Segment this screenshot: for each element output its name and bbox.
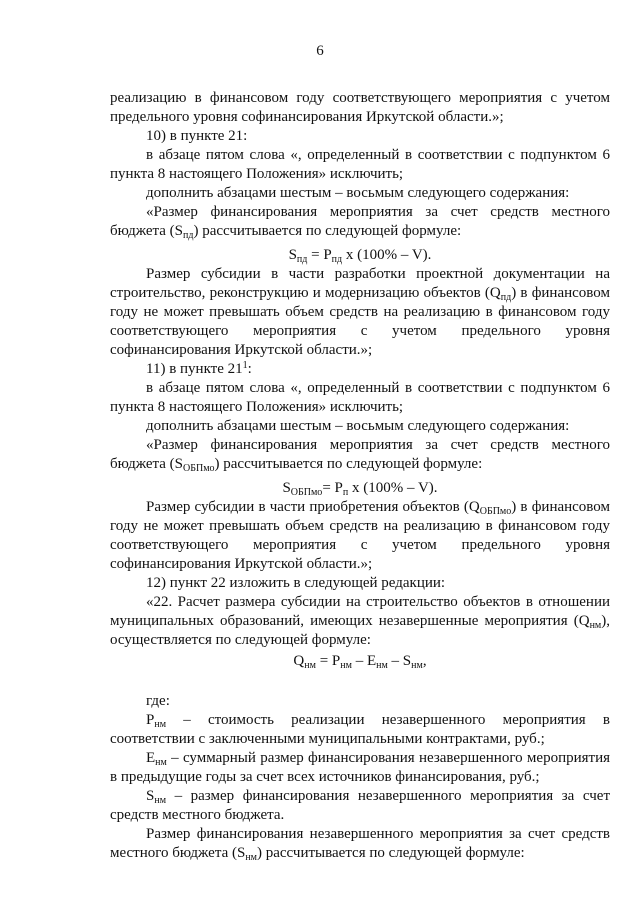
paragraph (110, 127, 610, 146)
text-line: средств местного бюджета. (110, 807, 285, 823)
paragraph (110, 379, 610, 417)
text-line: бюджета $(S_{ОБПмо})$ рассчитывается по следующей формуле: (110, 456, 483, 474)
text-line: дополнить абзацами шестым – восьмым следующего содержания: (146, 418, 570, 434)
paragraph (110, 652, 610, 671)
text-line: осуществляется по следующей формуле: (110, 632, 371, 648)
text-line: муниципальных образований, имеющих незавершенные мероприятия $(Q_{нм})$, (110, 613, 610, 631)
text-line: предельного уровня софинансирования Иркутской области.»; (110, 109, 504, 125)
subscript: п (342, 487, 349, 498)
subscript: нм (589, 620, 602, 631)
paragraph (110, 825, 610, 863)
text-line: 11) в пункте $21^1$: (146, 360, 252, 377)
text-line: 12) пункт 22 изложить в следующей редакции: (146, 575, 446, 591)
subscript: нм (340, 660, 352, 671)
text-line: в абзаце пятом слова «, определенный в соответствии с подпунктом 6 (146, 147, 610, 163)
paragraph (110, 265, 610, 360)
text-line: софинансирования Иркутской области.»; (110, 556, 373, 572)
paragraph (110, 184, 610, 203)
formula: $S_{ОБПмо}= P_п$ x (100% – V). (282, 480, 438, 498)
subscript: нм (376, 660, 388, 671)
text-line: «Размер финансирования мероприятия за счет средств местного (146, 204, 610, 220)
text-line: Размер субсидии в части приобретения объектов $(Q_{ОБПмо})$ в финансовом (146, 499, 610, 517)
paragraph (110, 146, 610, 184)
paragraph (110, 203, 610, 241)
subscript: пд (296, 254, 308, 265)
text-line: $E_{нм}$ – суммарный размер финансирования незавершенного мероприятия (146, 750, 610, 768)
paragraph (110, 593, 610, 650)
paragraph (110, 479, 610, 498)
text-line: $S_{нм}$ – размер финансирования незавершенного мероприятия за счет (146, 788, 610, 806)
paragraph (110, 246, 610, 265)
text-line: соответствии с заключенными муниципальными контрактами, руб.; (110, 731, 545, 747)
subscript: нм (304, 660, 316, 671)
paragraph (110, 574, 610, 593)
paragraph (110, 89, 610, 127)
text-line: соответствующего мероприятия с учетом предельного уровня (110, 323, 610, 339)
text-line: реализацию в финансовом году соответствующего мероприятия с учетом (110, 90, 610, 106)
text-line: Размер субсидии в части разработки проектной документации на (146, 266, 610, 282)
subscript: пд (183, 230, 194, 241)
subscript: ОБПмо (479, 506, 512, 517)
text-line: «Размер финансирования мероприятия за счет средств местного (146, 437, 610, 453)
text-line: в предыдущие годы за счет всех источников финансирования, руб.; (110, 769, 540, 785)
text-line: соответствующего мероприятия с учетом предельного уровня (110, 537, 610, 553)
page-number: 6 (316, 43, 324, 59)
paragraph (110, 436, 610, 474)
subscript: нм (411, 660, 423, 671)
text-line: пункта 8 настоящего Положения» исключить; (110, 166, 404, 182)
paragraph (110, 692, 610, 711)
paragraph (110, 417, 610, 436)
text-line: году не может превышать объем средств на реализацию в финансовом году (110, 518, 610, 534)
subscript: нм (155, 757, 167, 768)
subscript: нм (154, 719, 167, 730)
text-line: бюджета $(S_{пд})$ рассчитывается по следующей формуле: (110, 223, 462, 241)
text-line: году не может превышать объем средств на реализацию в финансовом году (110, 304, 610, 320)
formula: $Q_{нм} = P_{нм} - E_{нм} - S_{нм}$, (293, 653, 427, 671)
paragraph (110, 787, 610, 825)
text-line: $P_{нм}$ – стоимость реализации незавершенного мероприятия в (146, 712, 610, 730)
paragraph (110, 360, 610, 379)
paragraph (110, 498, 610, 574)
subscript: нм (245, 852, 257, 863)
text-line: «22. Расчет размера субсидии на строительство объектов в отношении (146, 594, 610, 610)
subscript: ОБПмо (183, 463, 215, 474)
text-line: пункта 8 настоящего Положения» исключить; (110, 399, 404, 415)
text-line: дополнить абзацами шестым – восьмым следующего содержания: (146, 185, 570, 201)
text-line: в абзаце пятом слова «, определенный в соответствии с подпунктом 6 (146, 380, 610, 396)
text-line: строительство, реконструкцию и модернизацию объектов $(Q_{пд})$ в финансовом (110, 285, 610, 303)
text-line: местного бюджета $(S_{нм})$ рассчитывается по следующей формуле: (110, 845, 525, 863)
subscript: пд (500, 292, 512, 303)
subscript: ОБПмо (290, 487, 323, 498)
text-line: 10) в пункте 21: (146, 128, 248, 144)
subscript: нм (154, 795, 167, 806)
text-line: где: (146, 693, 170, 709)
text-line: Размер финансирования незавершенного мероприятия за счет средств (146, 826, 610, 842)
formula: $S_{пд} = P_{пд}$ x (100% – V). (288, 247, 432, 265)
superscript: 1 (242, 360, 248, 371)
subscript: пд (331, 254, 343, 265)
paragraph (110, 711, 610, 749)
text-line: софинансирования Иркутской области.»; (110, 342, 373, 358)
paragraph (110, 749, 610, 787)
